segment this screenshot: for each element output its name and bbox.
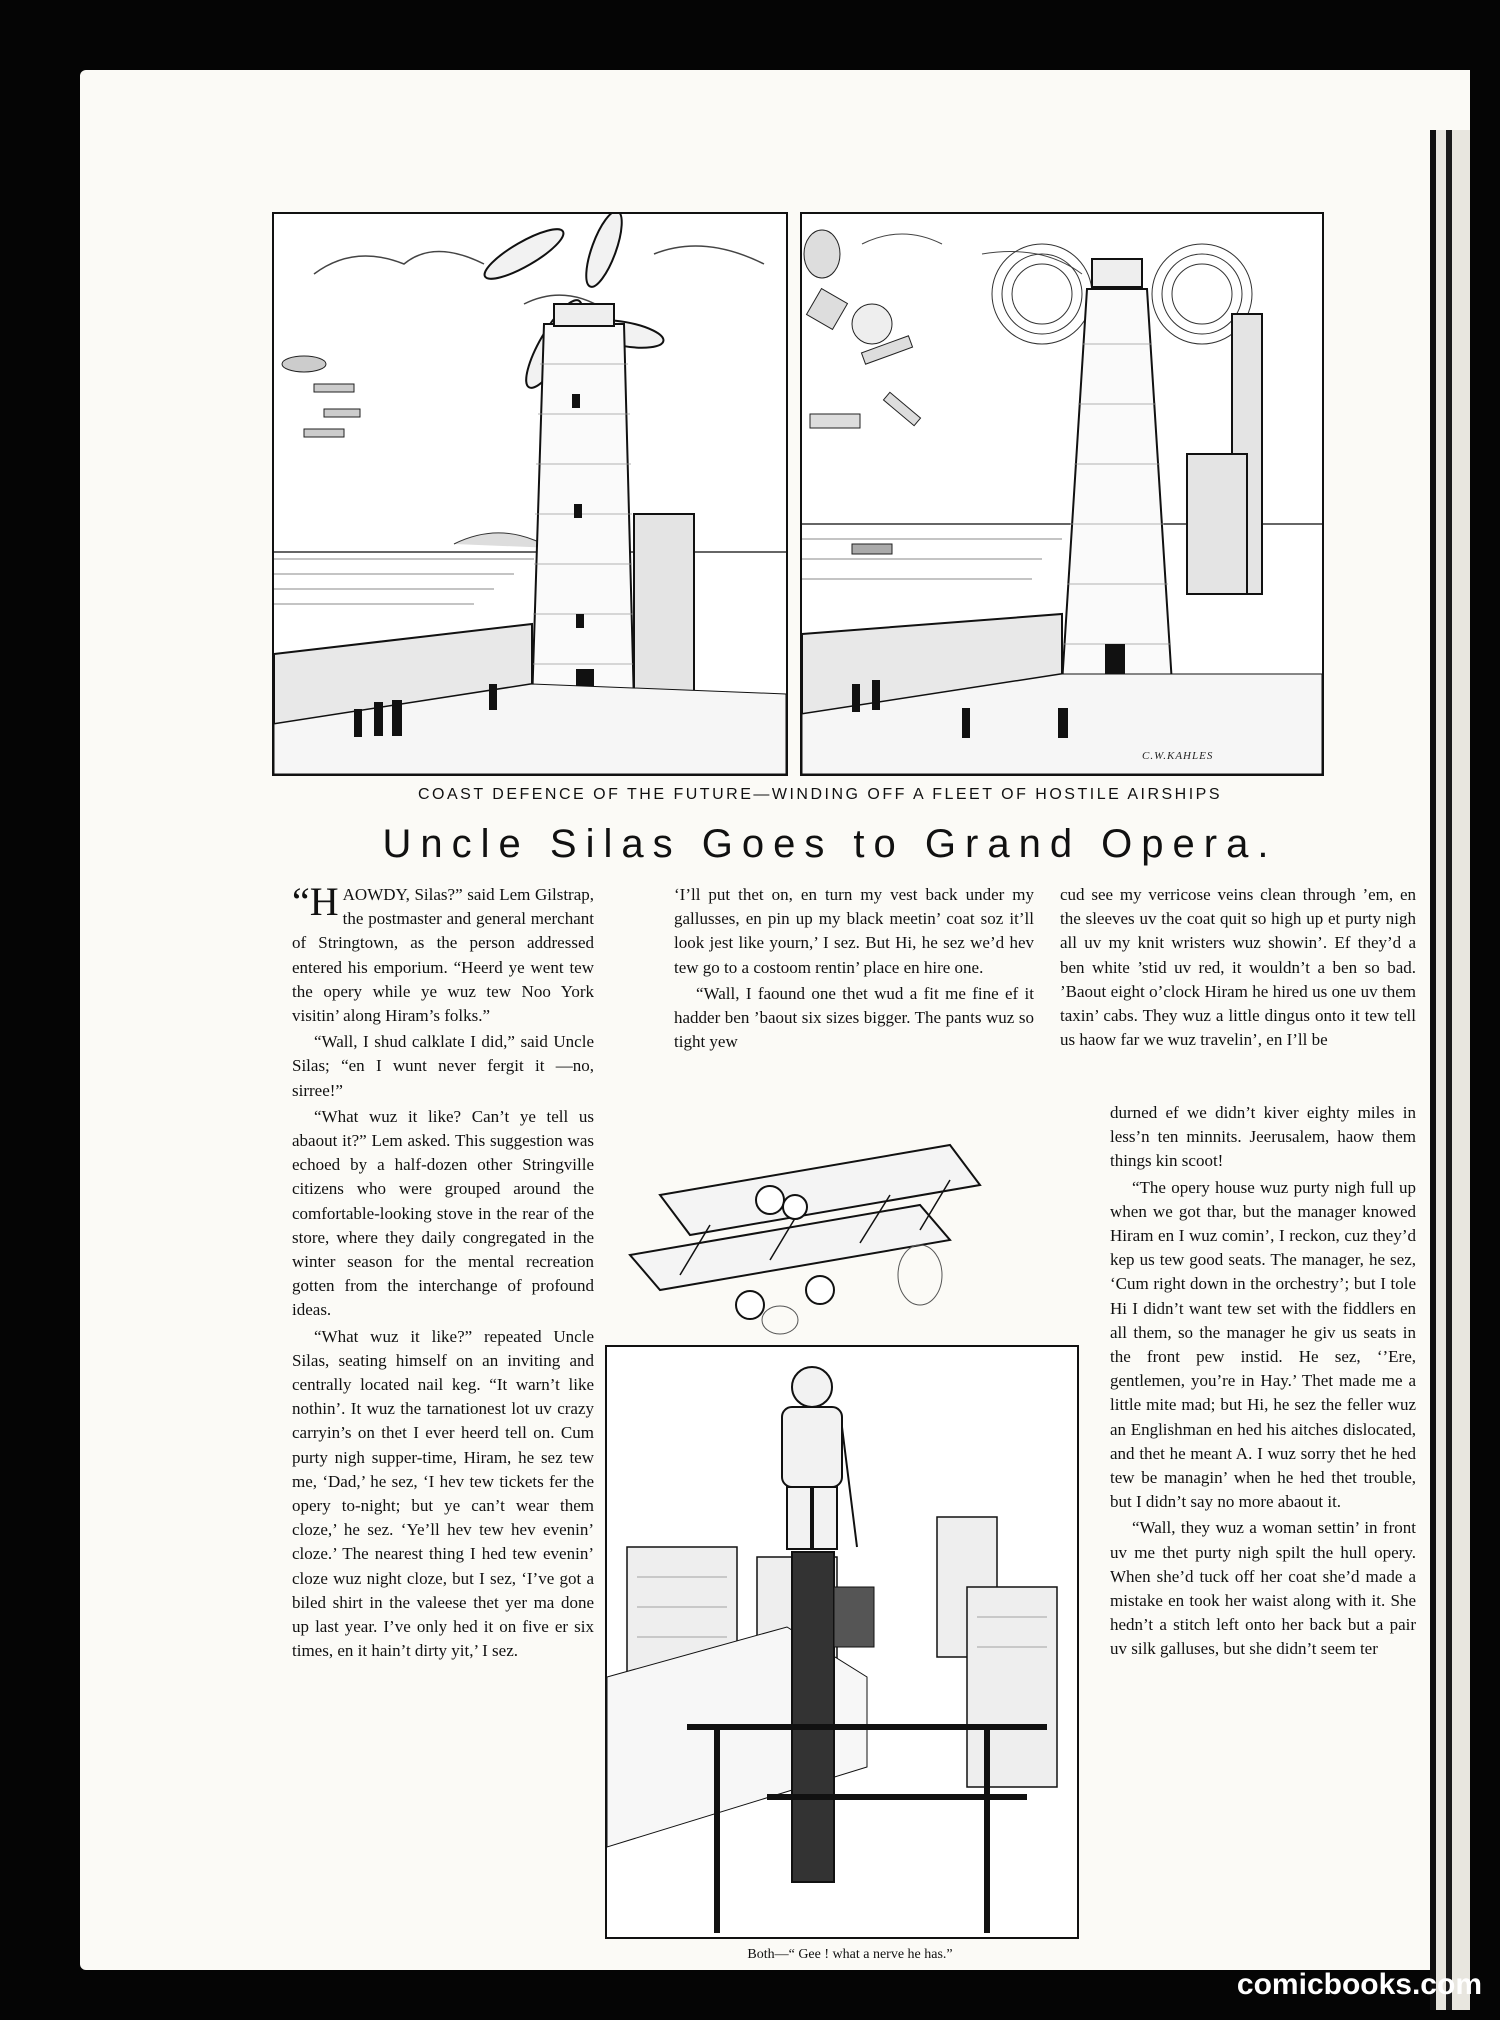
page-spine-shadow: [1446, 130, 1452, 2010]
right-panel-lighthouse-illustration: [800, 212, 1324, 776]
paragraph: durned ef we didn’t kiver eighty miles in less’n ten minnits. Jeerusalem, haow them things kin scoot!: [1110, 1103, 1416, 1171]
artist-signature: C.W.KAHLES: [1142, 750, 1214, 762]
paragraph: “What wuz it like?” repeated Uncle Silas, seating himself on an inviting and centrally located nail keg. “It warn’t like nothin’. It wuz the tarnationest lot uv crazy carryin’s on thet I ever heerd tell on. Cum purty nigh supper-time, Hiram, he sez tew me, ‘Dad,’ he sez, ‘I hev tew tickets fer the opery to-night; but ye can’t wear them cloze,’ he sez. ‘Ye’ll hev tew hev evenin’ cloze.’ The nearest thing I hed tew evenin’ cloze wuz night cloze, but I sez, ‘I’ve got a biled shirt in the valeese thet yer ma done up last year. I’ve only hed it on five er six times, en it hain’t dirty yit,’ I sez.: [292, 1326, 594, 1661]
paragraph-text: AOWDY, Silas?” said Lem Gilstrap, the postmaster and general merchant of Stringtown, as the person addressed entered his emporium. “Heerd ye went tew the opery while ye wuz tew Noo York visitin’ along Hiram’s folks.”: [292, 885, 594, 1026]
paragraph: “The opery house wuz purty nigh full up when we got thar, but the manager knowed Hiram en I wuz comin’, I reckon, cuz they’d kep us tew good seats. The manager, he sez, ‘Cum right down in the orchestry’; but I tole Hi I didn’t want tew set with the fiddlers en all them, so the manager he giv us seats in the front pew instid. He sez, ‘’Ere, gentlemen, you’re in Hay.’ Thet made me a little mite mad; but Hi, he sez the feller wuz an Englishman en hed his aitches dislocated, and thet he meant A. I wuz sorry thet he hed tew be managin’ when he hed thet trouble, but I didn’t say no more abaout it.: [1110, 1177, 1416, 1512]
paragraph: “Wall, they wuz a woman settin’ in front uv me thet purty nigh spilt the hull opery. When she’d tuck off her coat she’d made a mistake en took her waist along with it. She hedn’t a stitch left onto her back but a pair uv silk galluses, but she didn’t seem ter: [1110, 1518, 1416, 1659]
paragraph: cud see my verricose veins clean through ’em, en the sleeves uv the coat quit so high up et purty nigh all uv my knit wristers wuz showin’. Ef they’d a ben white ’stid uv red, it wouldn’t a ben so bad. ’Baout eight o’clock Hiram he hired us one uv them taxin’ cabs. They wuz a little dingus onto it tew tell us haow far we wuz travelin’, en I’ll be: [1060, 885, 1416, 1050]
paragraph: “What wuz it like? Can’t ye tell us abaout it?” Lem asked. This suggestion was echoed by a half-dozen other Stringville citizens who were grouped around the comfortable-looking stove in the rear of the store, where they daily congregated in the winter season for the mental recreation gotten from the interchange of profound ideas.: [292, 1106, 594, 1320]
text-column-3-top: [1060, 883, 1416, 1054]
airships-drawing: [282, 356, 360, 437]
left-panel-lighthouse-illustration: [272, 212, 788, 776]
text-column-1: [292, 879, 594, 1666]
steel-worker-illustration: [605, 1345, 1079, 1939]
text-column-2: [674, 883, 1034, 1056]
illustration-caption: Both—“ Gee ! what a nerve he has.”: [747, 1947, 953, 1962]
paragraph: [292, 879, 594, 1028]
paragraph: “Wall, I shud calklate I did,” said Uncle Silas; “en I wunt never fergit it —no, sirree!”: [292, 1032, 594, 1100]
article-title: Uncle Silas Goes to Grand Opera.: [382, 822, 1278, 866]
text-column-3: [1110, 1101, 1416, 1664]
magazine-page: [80, 70, 1470, 1970]
crashing-airships: [804, 230, 921, 554]
worker-figure: [782, 1367, 857, 1549]
paragraph: “Wall, I faound one thet wud a fit me fine ef it hadder ben ’baout six sizes bigger. The pants wuz so tight yew: [674, 983, 1034, 1052]
biplane-illustration: [620, 1125, 1010, 1335]
watermark: comicbooks.com: [1236, 1968, 1482, 2001]
drop-cap: “H: [292, 879, 339, 924]
illustration-caption-top: COAST DEFENCE OF THE FUTURE—WINDING OFF A FLEET OF HOSTILE AIRSHIPS: [417, 786, 1223, 803]
paragraph: ‘I’ll put thet on, en turn my vest back under my gallusses, en pin up my black meetin’ coat soz it’ll look jest like yourn,’ I sez. But Hi, he sez we’d hev tew go to a costoom rentin’ place en hire one.: [674, 885, 1034, 977]
